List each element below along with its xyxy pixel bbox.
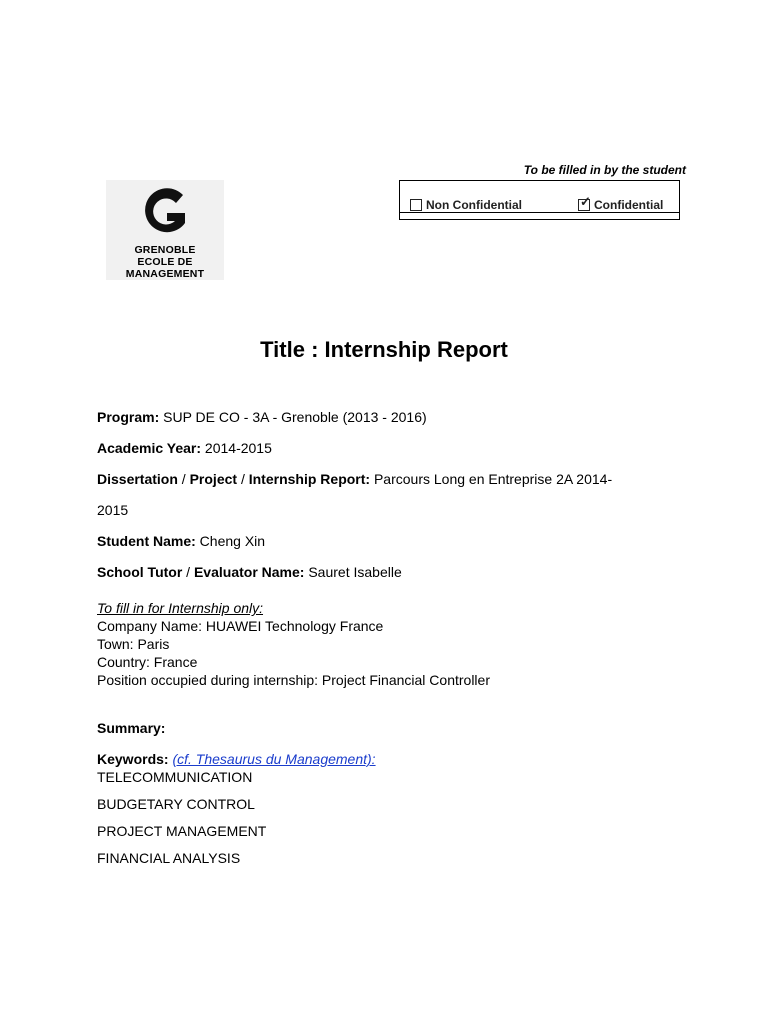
school-logo: [106, 180, 224, 280]
tutor-separator: /: [182, 564, 194, 580]
non-confidential-checkbox[interactable]: [410, 199, 422, 211]
company-name: Company Name: HUAWEI Technology France: [97, 618, 384, 634]
tutor-field: [97, 563, 402, 581]
report-field: [97, 470, 612, 488]
filled-by-student-note: To be filled in by the student: [523, 163, 686, 177]
page-title: Title : Internship Report: [260, 337, 508, 362]
position: Position occupied during internship: Project Financial Controller: [97, 672, 490, 688]
program-value: SUP DE CO - 3A - Grenoble (2013 - 2016): [159, 409, 427, 425]
g-logo-icon: [139, 183, 191, 243]
student-name-field: [97, 532, 265, 550]
student-name-value: Cheng Xin: [195, 533, 266, 549]
keyword-item: PROJECT MANAGEMENT: [97, 823, 267, 839]
keywords-label: Keywords:: [97, 751, 169, 767]
summary-label: Summary:: [97, 720, 166, 736]
thesaurus-link[interactable]: (cf. Thesaurus du Management):: [172, 751, 376, 767]
confidential-option[interactable]: [578, 194, 664, 212]
town: Town: Paris: [97, 636, 170, 652]
internship-heading: To fill in for Internship only:: [97, 600, 264, 616]
academic-year-field: [97, 439, 272, 457]
report-label-internship: Internship Report:: [248, 471, 371, 487]
logo-line: ECOLE DE: [137, 256, 193, 268]
confidential-label: Confidential: [594, 198, 664, 212]
program-label: Program:: [97, 409, 160, 425]
checkmark-icon: ✓: [580, 194, 591, 209]
logo-text: [106, 244, 224, 280]
country: Country: France: [97, 654, 198, 670]
keywords-line: [97, 750, 376, 768]
student-name-label: Student Name:: [97, 533, 196, 549]
keyword-item: TELECOMMUNICATION: [97, 769, 253, 785]
keyword-item: FINANCIAL ANALYSIS: [97, 850, 241, 866]
academic-year-label: Academic Year:: [97, 440, 202, 456]
logo-line: MANAGEMENT: [125, 268, 205, 280]
program-field: [97, 408, 427, 426]
logo-line: GRENOBLE: [134, 244, 196, 256]
academic-year-value: 2014-2015: [201, 440, 272, 456]
tutor-label: School Tutor: [97, 564, 183, 580]
tutor-value: Sauret Isabelle: [304, 564, 402, 580]
report-label-project: Project: [189, 471, 238, 487]
report-label-dissertation: Dissertation: [97, 471, 178, 487]
report-value: Parcours Long en Entreprise 2A 2014-: [370, 471, 613, 487]
report-separator: /: [237, 471, 249, 487]
evaluator-label: Evaluator Name:: [193, 564, 305, 580]
non-confidential-label: Non Confidential: [426, 198, 522, 212]
report-separator: /: [177, 471, 190, 487]
non-confidential-option[interactable]: [410, 198, 522, 212]
report-value-continued: 2015: [97, 502, 129, 518]
confidential-checkbox[interactable]: [578, 194, 591, 211]
keyword-item: BUDGETARY CONTROL: [97, 796, 255, 812]
